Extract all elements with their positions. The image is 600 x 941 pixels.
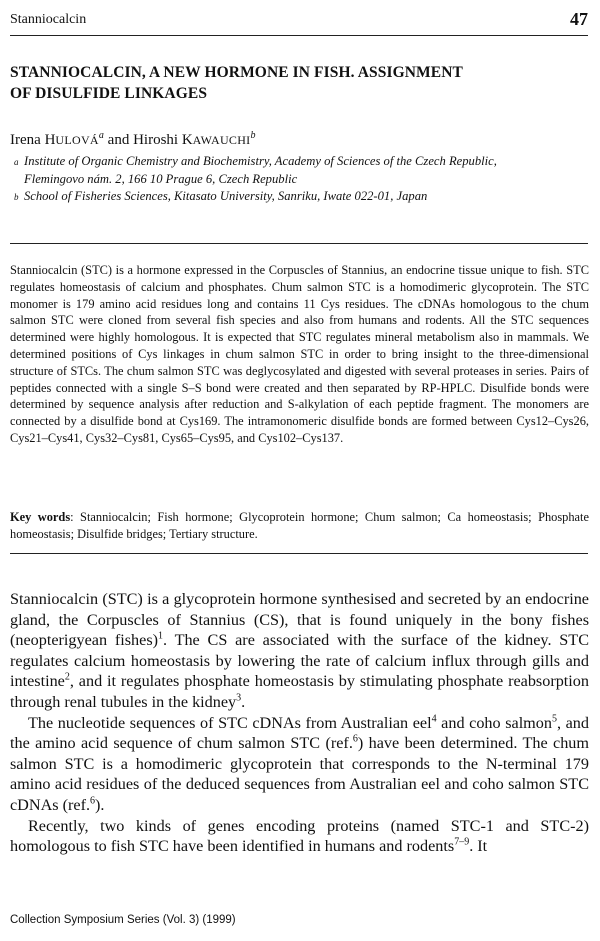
- keywords: [10, 509, 589, 543]
- author-second-surname-initial: K: [181, 132, 193, 148]
- body-text: [10, 589, 589, 857]
- affiliations: [14, 153, 574, 207]
- affiliation-b-mark: b: [14, 192, 19, 202]
- author-first-given: Irena: [10, 132, 45, 148]
- body-p2-text-4: ) have been determined. The chum salmon STC is a homodimeric glycoprotein that corresponds to the N-terminal 179 amino acid residues of the deduced sequences from Australian eel and coho salmon STC cDNAs (ref.: [10, 734, 589, 814]
- affiliation-b: [14, 188, 574, 207]
- running-title: Stanniocalcin: [10, 12, 87, 27]
- citation-ref: 5: [551, 713, 557, 725]
- abstract-rule-top: [10, 243, 588, 244]
- citation-ref: 3: [236, 692, 242, 704]
- author-conjunction: and: [103, 132, 134, 148]
- header-rule: [10, 35, 588, 36]
- affiliation-a-text: [24, 153, 497, 188]
- affiliation-a-mark: a: [14, 157, 19, 167]
- body-p2-text-2: and coho salmon: [436, 713, 552, 732]
- body-paragraph-1: [10, 589, 589, 713]
- body-p3-text-1: Recently, two kinds of genes encoding proteins (named STC-1 and STC-2) homologous to fish STC have been identified in humans and rodents: [10, 816, 589, 856]
- citation-ref: 1: [158, 630, 164, 642]
- title-line-2: OF DISULFIDE LINKAGES: [10, 85, 208, 102]
- citation-ref: 2: [64, 671, 70, 683]
- body-p1-text-3: , and it regulates phosphate homeostasis by stimulating phosphate reabsorption through renal tubules in the kidney: [10, 672, 589, 711]
- article-title: [10, 62, 570, 104]
- abstract: Stanniocalcin (STC) is a hormone expressed in the Corpuscles of Stannius, an endocrine tissue unique to fish. STC regulates homeostasis of calcium and phosphates. Chum salmon STC is a homodimeric glycoprotein. The STC monomer is 179 amino acid residues long and contains 11 Cys residues. The cDNAs homologous to the chum salmon STC were cloned from several fish species and also from humans and rodents. All the STC sequences determined were highly homologous. It is expected that STC regulates mineral metabolism also in mammals. We determined positions of Cys linkages in chum salmon STC in order to bring insight to the three-dimensional structure of STCs. The chum salmon STC was deglycosylated and digested with several proteases in series. Pairs of peptides connected with a single S–S bond were created and then separated by RP-HPLC. Disulfide bonds were determined by sequence analysis after reduction and S-alkylation of each peptide fragment. The monomers are connected by a disulfide bond at Cys169. The intramonomeric disulfide bonds are formed between Cys12–Cys26, Cys21–Cys41, Cys32–Cys81, Cys65–Cys95, and Cys102–Cys137.: [10, 263, 589, 445]
- author-second-mark: b: [250, 130, 256, 141]
- author-first-surname-initial: H: [44, 132, 56, 148]
- author-first-surname-rest: ULOVÁ: [55, 133, 99, 147]
- body-p1-text-2: . The CS are associated with the surface of the kidney. STC regulates calcium homeostasis by lowering the rate of calcium influx through gills and intestine: [10, 631, 589, 691]
- body-p2-text-5: ).: [95, 795, 105, 814]
- citation-ref: 7–9: [454, 836, 470, 848]
- keywords-text: : Stanniocalcin; Fish hormone; Glycoprotein hormone; Chum salmon; Ca homeostasis; Phosphate homeostasis; Disulfide bridges; Tertiary structure.: [10, 510, 589, 541]
- keywords-label: Key words: [10, 510, 71, 524]
- affiliation-b-line-1: School of Fisheries Sciences, Kitasato University, Sanriku, Iwate 022-01, Japan: [24, 189, 428, 203]
- body-p3-text-2: . It: [469, 837, 488, 856]
- affiliation-a-line-2: Flemingovo nám. 2, 166 10 Prague 6, Czech Republic: [24, 171, 298, 186]
- affiliation-a-line-1: Institute of Organic Chemistry and Biochemistry, Academy of Sciences of the Czech Republic,: [24, 154, 497, 168]
- page-header: [10, 0, 588, 36]
- title-line-1: STANNIOCALCIN, A NEW HORMONE IN FISH. ASSIGNMENT: [10, 64, 463, 81]
- citation-ref: 6: [90, 795, 96, 807]
- page-footer: Collection Symposium Series (Vol. 3) (1999): [10, 914, 236, 926]
- body-p1-text-1: Stanniocalcin (STC) is a glycoprotein hormone synthesised and secreted by an endocrine gland, the Corpuscles of Stannius (CS), that is found uniquely in the bony fishes (neopterigyean fishes): [10, 590, 589, 650]
- citation-ref: 6: [352, 733, 358, 745]
- author-second-given: Hiroshi: [133, 132, 182, 148]
- author-first-mark: a: [98, 130, 104, 141]
- affiliation-a: [14, 153, 574, 188]
- body-p2-text-1: The nucleotide sequences of STC cDNAs from Australian eel: [28, 713, 432, 732]
- body-paragraph-2: [10, 713, 589, 816]
- citation-ref: 4: [431, 713, 437, 725]
- author-second-surname-rest: AWAUCHI: [192, 133, 251, 147]
- body-paragraph-3: [10, 816, 589, 857]
- page-number: 47: [570, 9, 588, 29]
- author-list: [10, 130, 255, 149]
- body-p1-text-4: .: [241, 692, 246, 711]
- body-p2-text-3: , and the amino acid sequence of chum salmon STC (ref.: [10, 713, 589, 753]
- abstract-rule-bottom: [10, 553, 588, 554]
